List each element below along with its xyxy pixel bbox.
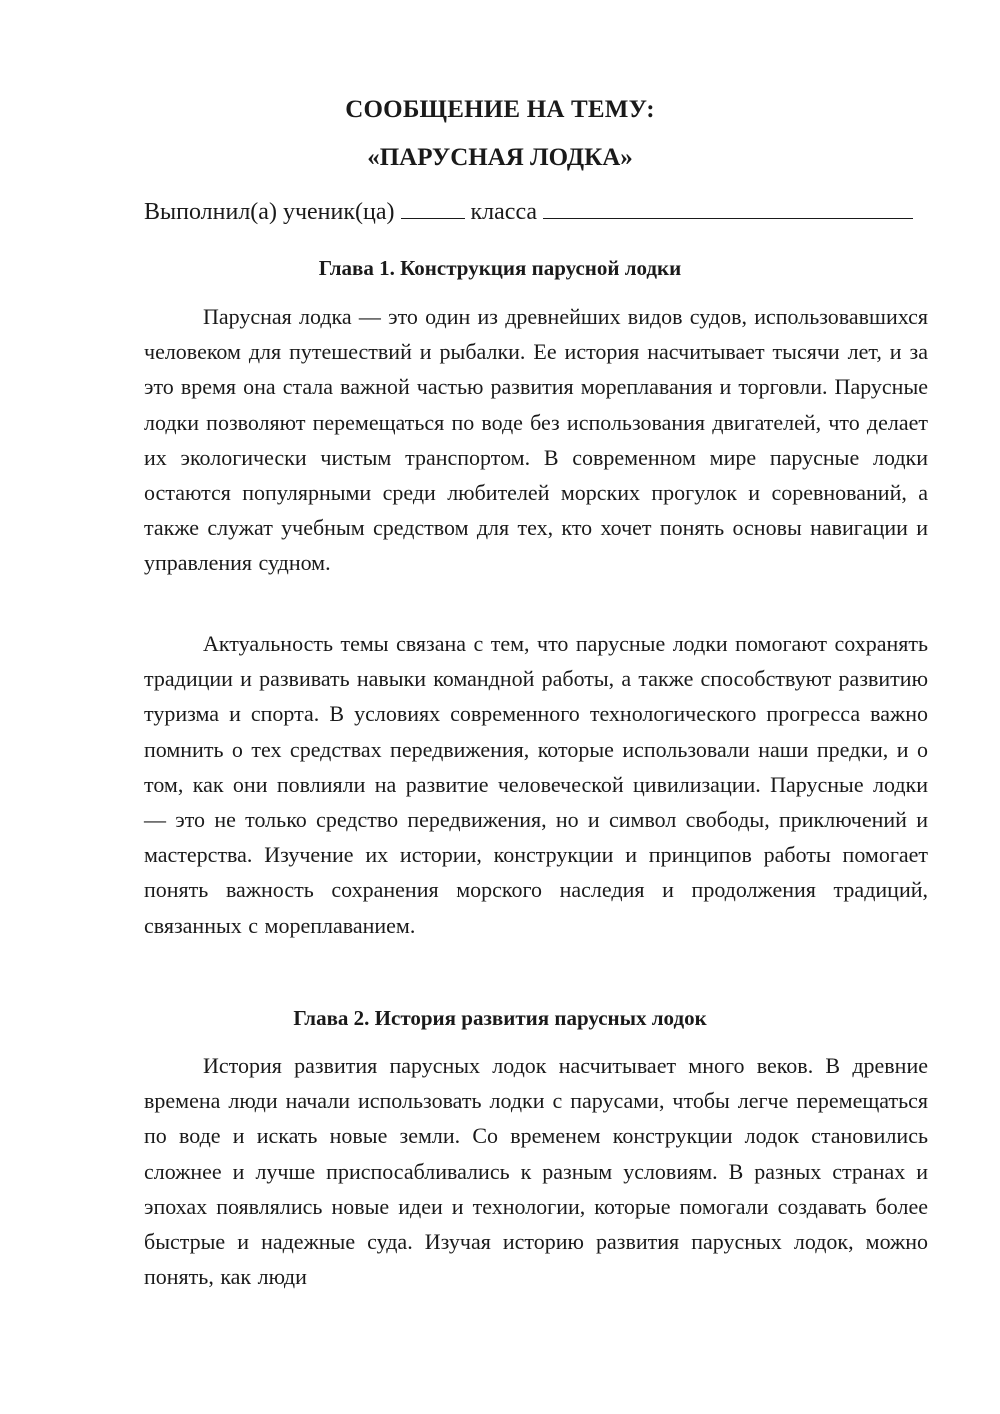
student-name-blank <box>543 198 913 219</box>
report-title-line1: СООБЩЕНИЕ НА ТЕМУ: <box>345 96 655 123</box>
chapter2-paragraph-1: История развития парусных лодок насчитывает много веков. В древние времена люди начали использовать лодки с парусами, чтобы легче перемещаться по воде и искать новые земли. Со временем конструкции лодок становились сложнее и лучше приспосабливались к разным условиям. В разных странах и эпохах появлялись новые идеи и технологии, которые помогали создавать более быстрые и надежные суда. Изучая историю развития парусных лодок, можно понять, как люди <box>144 1053 928 1290</box>
class-label: класса <box>470 199 538 225</box>
chapter1-paragraph-1: Парусная лодка — это один из древнейших видов судов, использовавшихся человеком для путешествий и рыбалки. Ее история насчитывает тысячи лет, и за это время она стала важной частью развития мореплавания и торговли. Парусные лодки позволяют перемещаться по воде без использования двигателей, что делает их экологически чистым транспортом. В современном мире парусные лодки остаются популярными среди любителей морских прогулок и соревнований, а также служат учебным средством для тех, кто хочет понять основы навигации и управления судном. <box>144 304 928 576</box>
student-label: Выполнил(а) ученик(ца) <box>144 199 395 225</box>
chapter1-heading: Глава 1. Конструкция парусной лодки <box>318 256 682 280</box>
student-info-line <box>144 197 913 227</box>
report-title-topic: «ПАРУСНАЯ ЛОДКА» <box>367 144 633 171</box>
chapter2-heading: Глава 2. История развития парусных лодок <box>293 1006 707 1030</box>
chapter1-paragraph-2: Актуальность темы связана с тем, что парусные лодки помогают сохранять традиции и развивать навыки командной работы, а также способствуют развитию туризма и спорта. В условиях современного технологического прогресса важно помнить о тех средствах передвижения, которые использовали наши предки, и о том, как они повлияли на развитие человеческой цивилизации. Парусные лодки — это не только средство передвижения, но и символ свободы, приключений и мастерства. Изучение их истории, конструкции и принципов работы помогает понять важность сохранения морского наследия и продолжения традиций, связанных с мореплаванием. <box>144 631 928 938</box>
class-number-blank <box>401 198 465 219</box>
